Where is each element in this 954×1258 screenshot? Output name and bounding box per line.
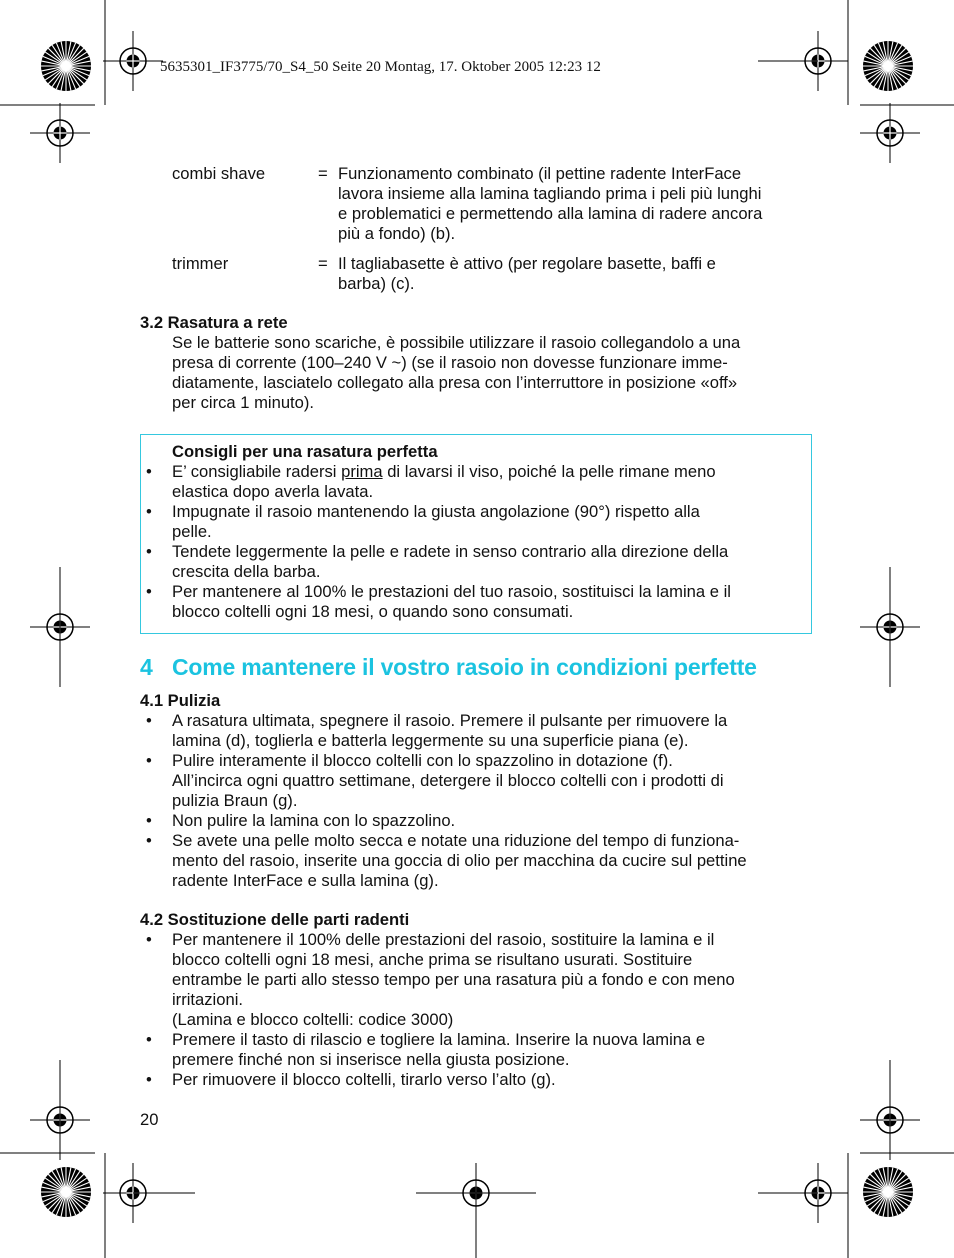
definition-term: combi shave [172, 164, 266, 183]
list-item-line: A rasatura ultimata, spegnere il rasoio. Premere il pulsante per rimuovere la [172, 711, 728, 730]
list-item-line: mento del rasoio, inserite una goccia di olio per macchina da cucire sul pettine [172, 851, 747, 870]
definition-line: Funzionamento combinato (il pettine radente InterFace [338, 164, 742, 183]
list-item [140, 930, 820, 1030]
list-item-line: blocco coltelli ogni 18 mesi, anche prima se risultano usurati. Sostituire [172, 950, 693, 969]
definition-text [338, 254, 818, 294]
bullet: • [146, 811, 152, 830]
definition-line: Il tagliabasette è attivo (per regolare basette, baffi e [338, 254, 716, 273]
tips-item-line: elastica dopo averla lavata. [172, 482, 374, 501]
bullet: • [146, 462, 152, 481]
list-item-line: (Lamina e blocco coltelli: codice 3000) [172, 1010, 454, 1029]
definition-text [338, 164, 818, 244]
paragraph-line: diatamente, lasciatelo collegato alla presa con l’interruttore in posizione «off» [172, 373, 738, 392]
tips-item-line: Tendete leggermente la pelle e radete in senso contrario alla direzione della [172, 542, 729, 561]
definition-line: più a fondo) (b). [338, 224, 456, 243]
list-item [140, 831, 820, 891]
paragraph-line: Se le batterie sono scariche, è possibile utilizzare il rasoio collegandolo a una [172, 333, 741, 352]
definition-line: e problematici e permettendo alla lamina di radere ancora [338, 204, 763, 223]
tips-item [140, 582, 820, 622]
tips-item-line: pelle. [172, 522, 212, 541]
list-item-line: Per rimuovere il blocco coltelli, tirarlo verso l’alto (g). [172, 1070, 556, 1089]
list-item-line: radente InterFace e sulla lamina (g). [172, 871, 439, 890]
section-3-2-paragraph [172, 333, 817, 413]
list-item-line: premere finché non si inserisce nella giusta posizione. [172, 1050, 570, 1069]
bullet: • [146, 582, 152, 601]
definition-equals: = [318, 254, 328, 273]
bullet: • [146, 542, 152, 561]
list-item-line: Pulire interamente il blocco coltelli con lo spazzolino in dotazione (f). [172, 751, 673, 770]
bullet: • [146, 1030, 152, 1049]
list-item-line: Per mantenere il 100% delle prestazioni del rasoio, sostituire la lamina e il [172, 930, 715, 949]
definition-combi-shave [0, 164, 954, 244]
definition-equals: = [318, 164, 328, 183]
definition-line: lavora insieme alla lamina tagliando prima i peli più lunghi [338, 184, 762, 203]
chapter-title: Come mantenere il vostro rasoio in condizioni perfette [172, 654, 757, 680]
definition-line: barba) (c). [338, 274, 415, 293]
section-heading-4-1: 4.1 Pulizia [140, 691, 221, 710]
text-run: di lavarsi il viso, poiché la pelle rimane meno [382, 462, 716, 481]
tips-item [140, 462, 820, 502]
definition-trimmer [0, 254, 954, 294]
tips-item-line: crescita della barba. [172, 562, 321, 581]
list-item-line: Non pulire la lamina con lo spazzolino. [172, 811, 456, 830]
section-heading-4-2: 4.2 Sostituzione delle parti radenti [140, 910, 410, 929]
tips-item [140, 502, 820, 542]
definition-term: trimmer [172, 254, 229, 273]
list-item [140, 1070, 820, 1090]
list-item [140, 751, 820, 811]
tips-title: Consigli per una rasatura perfetta [172, 442, 438, 461]
tips-item-line: Per mantenere al 100% le prestazioni del tuo rasoio, sostituisci la lamina e il [172, 582, 731, 601]
paragraph-line: per circa 1 minuto). [172, 393, 315, 412]
list-item-line: entrambe le parti allo stesso tempo per una rasatura più a fondo e con meno [172, 970, 735, 989]
tips-item-line: blocco coltelli ogni 18 mesi, o quando sono consumati. [172, 602, 574, 621]
bullet: • [146, 751, 152, 770]
bullet: • [146, 502, 152, 521]
print-slug: 5635301_IF3775/70_S4_50 Seite 20 Montag, 17. Oktober 2005 12:23 12 [160, 59, 601, 75]
list-item-line: All’incirca ogni quattro settimane, detergere il blocco coltelli con i prodotti di [172, 771, 724, 790]
list-item-line: lamina (d), toglierla e batterla leggermente su una superficie piana (e). [172, 731, 689, 750]
tips-item-line: Impugnate il rasoio mantenendo la giusta angolazione (90°) rispetto alla [172, 502, 700, 521]
list-item-line: Se avete una pelle molto secca e notate una riduzione del tempo di funziona- [172, 831, 740, 850]
list-item [140, 1030, 820, 1070]
tips-item [140, 542, 820, 582]
section-heading-3-2: 3.2 Rasatura a rete [140, 313, 288, 332]
chapter-heading [140, 653, 757, 681]
text-run: E’ consigliabile radersi [172, 462, 342, 481]
bullet: • [146, 930, 152, 949]
underlined-word: prima [341, 462, 383, 481]
page-number: 20 [140, 1110, 159, 1129]
list-item [140, 711, 820, 751]
bullet: • [146, 1070, 152, 1089]
list-item-line: irritazioni. [172, 990, 244, 1009]
bullet: • [146, 711, 152, 730]
list-item-line: Premere il tasto di rilascio e togliere la lamina. Inserire la nuova lamina e [172, 1030, 706, 1049]
chapter-number: 4 [140, 654, 153, 680]
tips-item-line [172, 462, 818, 482]
list-item [140, 811, 820, 831]
list-item-line: pulizia Braun (g). [172, 791, 298, 810]
paragraph-line: presa di corrente (100–240 V ~) (se il rasoio non dovesse funzionare imme- [172, 353, 728, 372]
bullet: • [146, 831, 152, 850]
